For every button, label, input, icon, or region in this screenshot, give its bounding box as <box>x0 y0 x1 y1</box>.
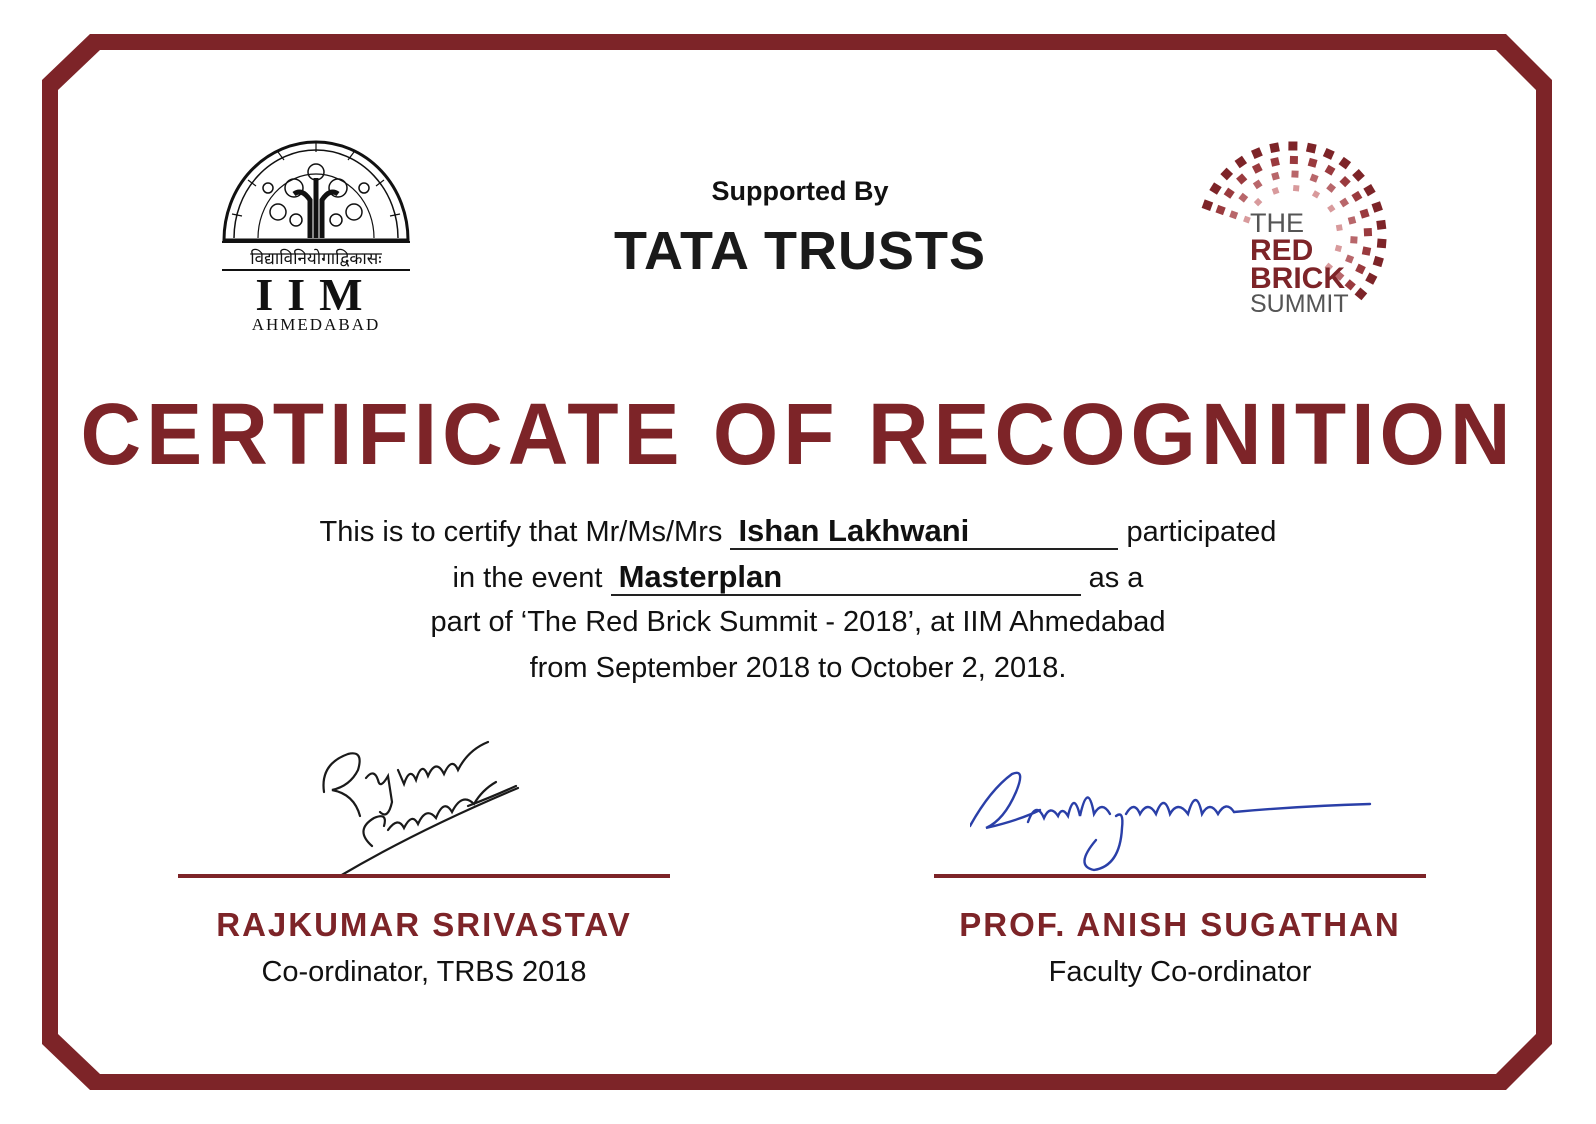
brick-icon <box>1345 254 1354 263</box>
iim-letters: IIM <box>255 269 377 320</box>
brick-icon <box>1229 210 1238 219</box>
iim-motto: विद्याविनियोगाद्विकासः <box>250 249 382 269</box>
signatory-name-left: RAJKUMAR SRIVASTAV <box>216 906 632 943</box>
red-brick-summit-logo-icon <box>1192 136 1402 326</box>
brick-icon <box>1215 205 1225 215</box>
brick-icon <box>1355 264 1366 275</box>
certificate-title: CERTIFICATE OF RECOGNITION <box>80 385 1516 483</box>
brick-icon <box>1293 185 1300 192</box>
brick-icon <box>1272 187 1280 195</box>
tata-trusts-logo: TATA TRUSTS <box>614 221 986 281</box>
brick-icon <box>1348 216 1357 225</box>
brick-icon <box>1220 168 1233 181</box>
brick-icon <box>1326 183 1336 193</box>
brick-icon <box>1355 288 1368 301</box>
brick-icon <box>1290 156 1298 164</box>
signature-line-right <box>934 874 1426 878</box>
brick-icon <box>1254 198 1262 206</box>
iim-ahmedabad-logo-icon <box>218 128 414 334</box>
rbs-line3: BRICK <box>1250 262 1345 295</box>
brick-icon <box>1288 141 1297 150</box>
brick-icon <box>1271 172 1280 181</box>
brick-icon <box>1310 174 1319 183</box>
brick-icon <box>1362 246 1371 255</box>
brick-icon <box>1238 193 1248 203</box>
brick-icon <box>1270 157 1280 167</box>
brick-icon <box>1253 180 1263 190</box>
brick-icon <box>1224 188 1235 199</box>
line1-suffix: participated <box>1126 516 1277 548</box>
brick-icon <box>1335 245 1342 252</box>
participant-name-field: Ishan Lakhwani <box>730 514 1118 550</box>
iim-city: AHMEDABAD <box>251 315 381 334</box>
brick-icon <box>1336 224 1343 231</box>
brick-icon <box>1373 256 1384 267</box>
brick-icon <box>1339 176 1350 187</box>
line1-prefix: This is to certify that Mr/Ms/Mrs <box>319 516 723 548</box>
line2-suffix: as a <box>1088 562 1144 594</box>
brick-icon <box>1339 157 1352 170</box>
signature-line-left <box>178 874 670 878</box>
brick-icon <box>1202 199 1214 211</box>
brick-icon <box>1323 148 1335 160</box>
brick-icon <box>1351 191 1362 202</box>
brick-icon <box>1352 169 1365 182</box>
event-name-field: Masterplan <box>611 560 1081 596</box>
brick-icon <box>1291 170 1298 177</box>
brick-icon <box>1251 147 1263 159</box>
brick-icon <box>1350 236 1357 243</box>
brick-icon <box>1377 239 1387 249</box>
brick-icon <box>1252 163 1263 174</box>
brick-icon <box>1269 142 1280 153</box>
supported-by-label: Supported By <box>711 176 889 206</box>
rbs-line2: RED <box>1250 234 1314 267</box>
brick-icon <box>1339 198 1349 208</box>
signatory-name-right: PROF. ANISH SUGATHAN <box>959 906 1401 943</box>
brick-icon <box>1360 209 1370 219</box>
brick-icon <box>1308 158 1318 168</box>
signatory-role-left: Co-ordinator, TRBS 2018 <box>261 956 587 988</box>
signatory-role-right: Faculty Co-ordinator <box>1048 956 1312 988</box>
rbs-line4: SUMMIT <box>1250 290 1349 318</box>
signature-left-icon <box>318 720 538 880</box>
body-line-1 <box>60 514 1536 550</box>
line2-prefix: in the event <box>452 562 603 594</box>
brick-icon <box>1371 201 1382 212</box>
signature-right-icon <box>970 770 1390 880</box>
brick-icon <box>1236 173 1247 184</box>
brick-icon <box>1235 156 1248 169</box>
body-line-2 <box>60 560 1536 596</box>
rbs-line1: THE <box>1250 208 1304 238</box>
brick-icon <box>1365 273 1377 285</box>
brick-icon <box>1306 143 1317 154</box>
brick-icon <box>1345 279 1356 290</box>
brick-icon <box>1327 204 1335 212</box>
brick-icon <box>1325 165 1336 176</box>
brick-icon <box>1312 190 1320 198</box>
body-line-4: from September 2018 to October 2, 2018. <box>529 652 1067 684</box>
brick-icon <box>1364 228 1372 236</box>
brick-icon <box>1209 182 1221 194</box>
brick-icon <box>1376 220 1386 230</box>
brick-icon <box>1363 184 1375 196</box>
body-line-3: part of ‘The Red Brick Summit - 2018’, at IIM Ahmedabad <box>430 606 1166 638</box>
